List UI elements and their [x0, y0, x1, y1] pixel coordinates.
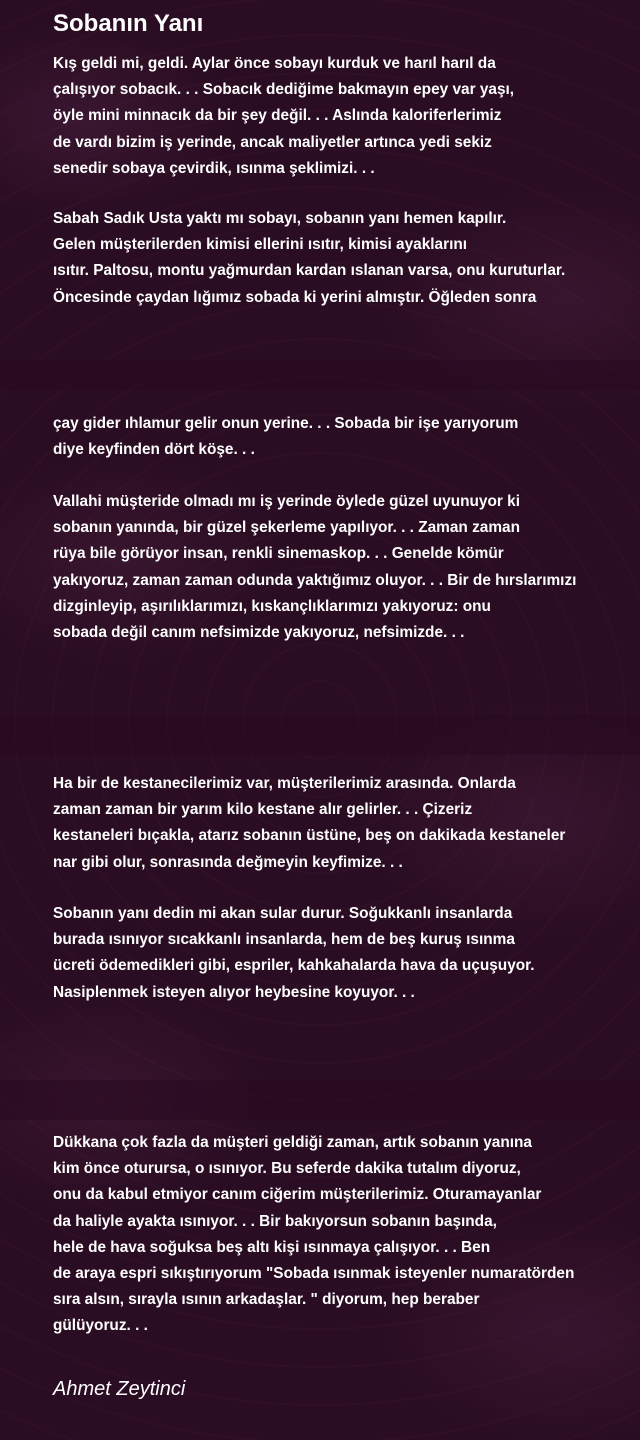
poem-line: kestaneleri bıçakla, atarız sobanın üstüne, beş on dakikada kestaneler: [53, 827, 566, 845]
poem-paragraph: [53, 901, 535, 1006]
poem-line: Sobanın yanı dedin mi akan sular durur. Soğukkanlı insanlarda: [53, 905, 513, 922]
poem-line: hele de hava soğuksa beş altı kişi ısınmaya çalışıyor. . . Ben: [53, 1238, 491, 1256]
poem-line: onu da kabul etmiyor canım ciğerim müşterilerimiz. Oturamayanlar: [53, 1186, 542, 1204]
poem-paragraph: [53, 1130, 574, 1340]
poem-line: Ha bir de kestanecilerimiz var, müşterilerimiz arasında. Onlarda: [53, 775, 516, 792]
poem-author: Ahmet Zeytinci: [53, 1378, 186, 1400]
poem-line: dizginleyip, aşırılıklarımızı, kıskançlıklarımızı yakıyoruz: onu: [53, 597, 491, 615]
poem-line: yakıyoruz, zaman zaman odunda yaktığımız oluyor. . . Bir de hırslarımızı: [53, 571, 577, 589]
poem-line: sıra alsın, sırayla ısının arkadaşlar. " diyorum, hep beraber: [53, 1291, 480, 1309]
poem-line: çalışıyor sobacık. . . Sobacık dediğime bakmayın epey var yaşı,: [53, 81, 515, 99]
poem-line: Sabah Sadık Usta yaktı mı sobayı, sobanın yanı hemen kapılır.: [53, 210, 507, 227]
poem-line: ısıtır. Paltosu, montu yağmurdan kardan ıslanan varsa, onu kuruturlar.: [53, 262, 566, 280]
background-band: [0, 1080, 640, 1120]
poem-paragraph: [53, 206, 565, 311]
poem-paragraph: [53, 51, 514, 182]
poem-line: burada ısınıyor sıcakkanlı insanlarda, hem de beş kuruş ısınma: [53, 931, 515, 949]
poem-line: Nasiplenmek isteyen alıyor heybesine koyuyor. . .: [53, 983, 415, 1001]
background-band: [0, 715, 640, 755]
poem-line: diye keyfinden dört köşe. . .: [53, 441, 255, 459]
poem-paragraph: [53, 489, 576, 646]
poem-line: Gelen müşterilerden kimisi ellerini ısıtır, kimisi ayaklarını: [53, 236, 468, 254]
poem-line: da haliyle ayakta ısınıyor. . . Bir bakıyorsun sobanın başında,: [53, 1212, 497, 1230]
poem-line: Öncesinde çaydan lığımız sobada ki yerini almıştır. Öğleden sonra: [53, 288, 537, 306]
poem-line: zaman zaman bir yarım kilo kestane alır gelirler. . . Çizeriz: [53, 801, 473, 819]
poem-line: öyle mini minnacık da bir şey değil. . . Aslında kaloriferlerimiz: [53, 107, 502, 125]
poem-line: rüya bile görüyor insan, renkli sinemaskop. . . Genelde kömür: [53, 545, 504, 563]
poem-line: nar gibi olur, sonrasında değmeyin keyfimize. . .: [53, 853, 403, 871]
poem-line: de vardı bizim iş yerinde, ancak maliyetler artınca yedi sekiz: [53, 133, 492, 151]
background-band: [0, 360, 640, 390]
poem-line: Vallahi müşteride olmadı mı iş yerinde öylede güzel uyunuyor ki: [53, 493, 520, 510]
poem-line: çay gider ıhlamur gelir onun yerine. . . Sobada bir işe yarıyorum: [53, 415, 519, 432]
poem-line: gülüyoruz. . .: [53, 1317, 148, 1335]
poem-paragraph: [53, 411, 518, 463]
poem-title: Sobanın Yanı: [53, 10, 204, 37]
poem-line: kim önce oturursa, o ısınıyor. Bu seferde dakika tutalım diyoruz,: [53, 1160, 521, 1178]
poem-line: senedir sobaya çevirdik, ısınma şeklimizi. . .: [53, 159, 375, 177]
poem-line: Dükkana çok fazla da müşteri geldiği zaman, artık sobanın yanına: [53, 1134, 532, 1151]
poem-line: de araya espri sıkıştırıyorum "Sobada ısınmak isteyenler numaratörden: [53, 1264, 575, 1282]
poem-line: sobanın yanında, bir güzel şekerleme yapılıyor. . . Zaman zaman: [53, 519, 521, 537]
poem-line: ücreti ödemedikleri gibi, espriler, kahkahalarda hava da uçuşuyor.: [53, 957, 535, 975]
poem-line: sobada değil canım nefsimizde yakıyoruz, nefsimizde. . .: [53, 623, 465, 641]
poem-paragraph: [53, 771, 565, 876]
poem-line: Kış geldi mi, geldi. Aylar önce sobayı kurduk ve harıl harıl da: [53, 55, 496, 72]
